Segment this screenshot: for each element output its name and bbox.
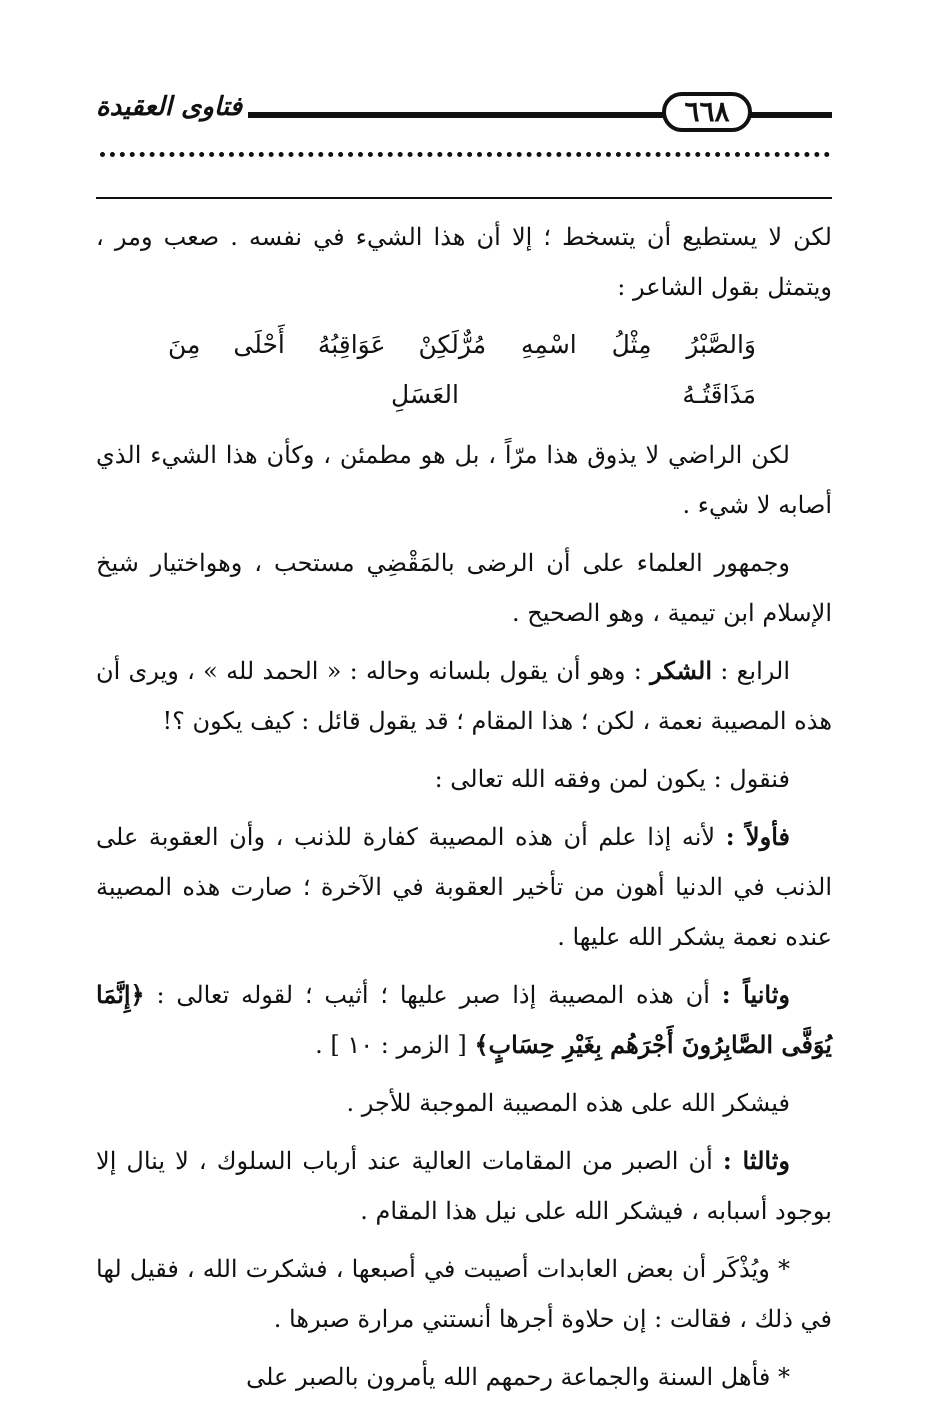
- paragraph-9-text: أن الصبر من المقامات العالية عند أرباب السلوك ، لا ينال إلا بوجود أسبابه ، فيشكر الله على نيل هذا المقام .: [96, 1147, 832, 1225]
- header-rule-left: [248, 112, 664, 118]
- paragraph-9-lead: وثالثا :: [722, 1146, 790, 1175]
- paragraph-6: [96, 812, 832, 962]
- page-header: [96, 86, 832, 142]
- paragraph-9: [96, 1136, 832, 1236]
- paragraph-4-keyword: الشكر: [650, 656, 713, 685]
- paragraph-10: * ويُذْكَر أن بعض العابدات أصيبت في أصبعها ، فشكرت الله ، فقيل لها في ذلك ، فقالت : إن حلاوة أجرها أنستني مرارة صبرها .: [96, 1255, 832, 1333]
- paragraph-4-lead: الرابع :: [720, 657, 790, 685]
- paragraph-4-text: : وهو أن يقول بلسانه وحاله : « الحمد لله » ، ويرى أن هذه المصيبة نعمة ، لكن ؛ هذا المقام ؛ قد يقول قائل : كيف يكون ؟!: [96, 657, 832, 735]
- paragraph-8: فيشكر الله على هذه المصيبة الموجبة للأجر .: [346, 1089, 790, 1117]
- dotted-separator: [100, 152, 830, 171]
- page-body: [96, 212, 832, 1410]
- paragraph-7-lead: وثانياً :: [721, 980, 790, 1009]
- paragraph-7-text: أن هذه المصيبة إذا صبر عليها ؛ أثيب ؛ لقوله تعالى :: [156, 981, 710, 1009]
- book-title: فتاوى العقيدة: [96, 92, 243, 122]
- poetry-verse: [96, 320, 832, 420]
- paragraph-1: لكن لا يستطيع أن يتسخط ؛ إلا أن هذا الشيء في نفسه . صعب ومر ، ويتمثل بقول الشاعر :: [96, 223, 832, 301]
- paragraph-7: [96, 970, 832, 1070]
- paragraph-6-lead: فأولاً :: [725, 822, 790, 851]
- header-separator-line: [96, 197, 832, 199]
- page-number: ٦٦٨: [662, 92, 752, 132]
- quran-reference: [ الزمر : ١٠ ] .: [315, 1031, 467, 1059]
- verse-first-hemistich: وَالصَّبْرُ مِثْلُ اسْمِهِ مُرٌّ مَذَاقَتُـهُ: [458, 330, 756, 409]
- header-rule-right: [750, 112, 832, 118]
- paragraph-5: فنقول : يكون لمن وفقه الله تعالى :: [434, 765, 790, 793]
- paragraph-11: * فأهل السنة والجماعة رحمهم الله يأمرون بالصبر على: [246, 1363, 790, 1391]
- paragraph-3: وجمهور العلماء على أن الرضى بالمَقْضِي مستحب ، وهواختيار شيخ الإسلام ابن تيمية ، وهو الصحيح .: [96, 549, 832, 627]
- paragraph-4: [96, 646, 832, 746]
- paragraph-2: لكن الراضي لا يذوق هذا مرّاً ، بل هو مطمئن ، وكأن هذا الشيء الذي أصابه لا شيء .: [96, 441, 832, 519]
- verse-second-hemistich: لَكِنْ عَوَاقِبُهُ أَحْلَى مِنَ العَسَلِ: [168, 330, 459, 409]
- quran-verse: ﴿إِنَّمَا يُوَفَّى الصَّابِرُونَ أَجْرَهُم بِغَيْرِ حِسَابٍ﴾: [96, 980, 832, 1059]
- paragraph-6-text: لأنه إذا علم أن هذه المصيبة كفارة للذنب ، وأن العقوبة على الذنب في الدنيا أهون من تأخير العقوبة في الآخرة ؛ صارت هذه المصيبة عنده نعمة يشكر الله عليها .: [96, 823, 832, 951]
